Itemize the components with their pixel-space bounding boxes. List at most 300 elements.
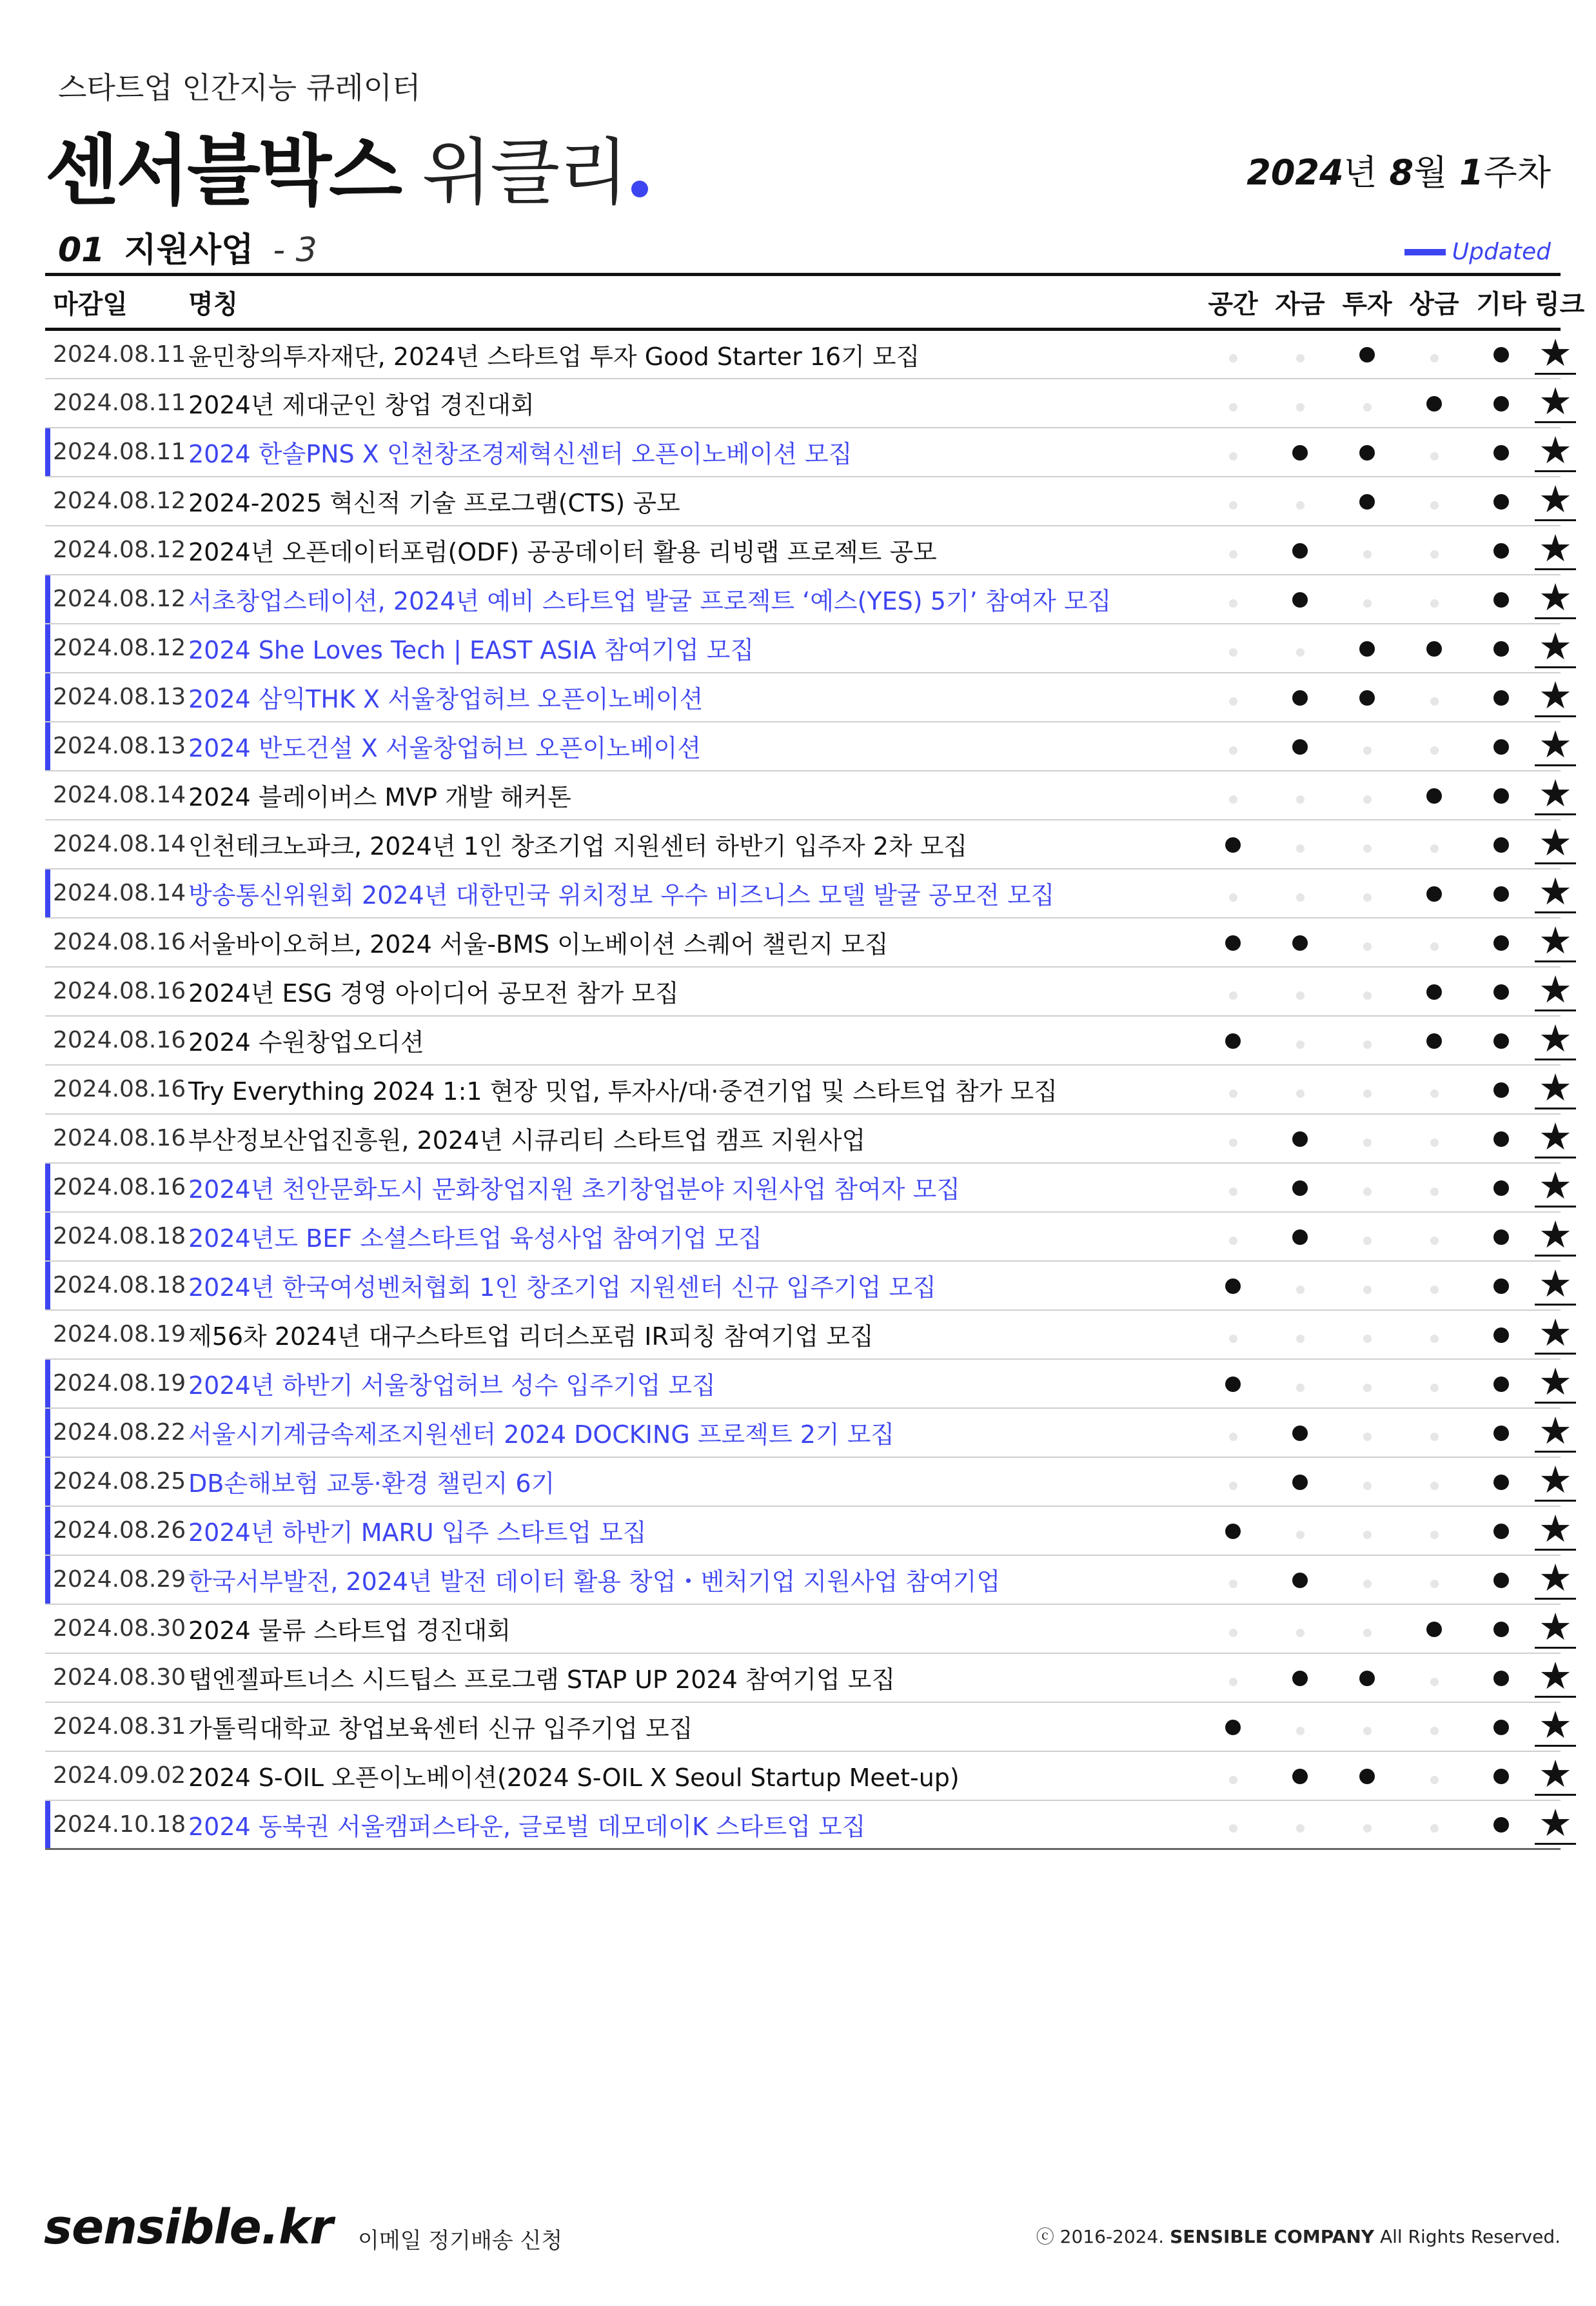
empty-dot-icon [1363, 1824, 1372, 1833]
table-row [45, 1408, 1561, 1457]
table-row [45, 1310, 1561, 1359]
row-flag-space [1199, 1604, 1266, 1653]
empty-dot-icon [1363, 1286, 1372, 1294]
star-link-icon[interactable]: ★ [1535, 1559, 1576, 1600]
filled-dot-icon [1359, 494, 1375, 510]
empty-dot-icon [1363, 991, 1372, 1000]
row-flag-funding [1266, 722, 1334, 771]
row-flag-funding [1266, 1751, 1334, 1800]
row-flag-space [1199, 820, 1266, 869]
row-flag-funding [1266, 1065, 1334, 1114]
row-flag-funding [1266, 918, 1334, 967]
filled-dot-icon [1359, 690, 1375, 706]
star-link-icon[interactable]: ★ [1535, 1657, 1576, 1698]
row-link[interactable] [1535, 1457, 1572, 1506]
newsletter-signup-link[interactable]: 이메일 정기배송 신청 [358, 2228, 563, 2254]
star-link-icon[interactable]: ★ [1535, 1069, 1576, 1109]
row-flag-prize [1401, 1506, 1468, 1555]
empty-dot-icon [1363, 550, 1372, 559]
empty-dot-icon [1430, 844, 1439, 853]
empty-dot-icon [1363, 1433, 1372, 1441]
row-flag-other [1468, 330, 1535, 379]
star-link-icon[interactable]: ★ [1535, 1510, 1576, 1551]
empty-dot-icon [1430, 1089, 1439, 1098]
row-flag-other [1468, 477, 1535, 526]
empty-dot-icon [1296, 1089, 1305, 1098]
filled-dot-icon [1225, 1377, 1241, 1392]
footer-logo[interactable]: sensible.kr [44, 2200, 333, 2255]
empty-dot-icon [1430, 1237, 1439, 1245]
empty-dot-icon [1430, 1727, 1439, 1735]
section-heading [58, 223, 317, 271]
empty-dot-icon [1229, 1237, 1237, 1245]
star-link-icon[interactable]: ★ [1535, 628, 1576, 668]
filled-dot-icon [1493, 788, 1509, 804]
star-link-icon[interactable]: ★ [1535, 971, 1576, 1011]
row-link[interactable] [1535, 673, 1572, 722]
empty-dot-icon [1430, 1384, 1439, 1392]
row-flag-prize [1401, 771, 1468, 820]
empty-dot-icon [1430, 550, 1439, 559]
row-flag-investment [1334, 1702, 1401, 1751]
row-link[interactable] [1535, 869, 1572, 918]
table-row [45, 1016, 1561, 1065]
empty-dot-icon [1296, 893, 1305, 902]
row-program-name: 2024년 오픈데이터포럼(ODF) 공공데이터 활용 리빙랩 프로젝트 공모 [188, 538, 937, 566]
empty-dot-icon [1229, 1482, 1237, 1490]
row-deadline: 2024.08.25 [45, 1457, 188, 1506]
row-flag-other [1468, 771, 1535, 820]
star-link-icon[interactable]: ★ [1535, 824, 1576, 864]
filled-dot-icon [1292, 690, 1308, 706]
row-flag-funding [1266, 869, 1334, 918]
star-link-icon[interactable]: ★ [1535, 1412, 1576, 1453]
row-link[interactable] [1535, 1800, 1572, 1849]
filled-dot-icon [1493, 543, 1509, 559]
row-flag-space [1199, 428, 1266, 477]
program-table [45, 273, 1585, 1850]
table-row [45, 1457, 1561, 1506]
row-flag-investment [1334, 1506, 1401, 1555]
star-link-icon[interactable]: ★ [1535, 1118, 1576, 1158]
row-flag-investment [1334, 1212, 1401, 1261]
row-link[interactable] [1535, 1408, 1572, 1457]
star-link-icon[interactable]: ★ [1535, 579, 1576, 619]
row-flag-prize [1401, 1800, 1468, 1849]
row-deadline: 2024.08.16 [53, 1125, 186, 1151]
filled-dot-icon [1225, 1524, 1241, 1539]
row-program-name: 2024년 하반기 MARU 입주 스타트업 모집 [188, 1518, 647, 1547]
star-link-icon[interactable]: ★ [1535, 1755, 1576, 1796]
empty-dot-icon [1430, 1335, 1439, 1343]
row-flag-investment [1334, 1408, 1401, 1457]
row-flag-funding [1266, 477, 1334, 526]
row-flag-investment [1334, 918, 1401, 967]
filled-dot-icon [1493, 886, 1509, 902]
star-link-icon[interactable]: ★ [1535, 383, 1576, 423]
row-deadline: 2024.08.16 [53, 1027, 186, 1053]
empty-dot-icon [1229, 1335, 1237, 1343]
empty-dot-icon [1430, 1188, 1439, 1196]
empty-dot-icon [1296, 403, 1305, 412]
filled-dot-icon [1359, 1671, 1375, 1686]
empty-dot-icon [1363, 1629, 1372, 1637]
filled-dot-icon [1426, 1033, 1442, 1049]
row-flag-prize [1401, 1702, 1468, 1751]
star-link-icon[interactable]: ★ [1535, 1265, 1576, 1306]
row-deadline: 2024.08.13 [45, 673, 188, 722]
row-flag-investment [1334, 1261, 1401, 1310]
row-flag-space [1199, 624, 1266, 673]
section-number: 01 [58, 231, 105, 270]
star-link-icon[interactable]: ★ [1535, 1167, 1576, 1208]
row-deadline: 2024.08.14 [53, 831, 186, 857]
filled-dot-icon [1493, 1426, 1509, 1441]
filled-dot-icon [1493, 1377, 1509, 1392]
row-program-name: 2024 수원창업오디션 [188, 1028, 424, 1057]
empty-dot-icon [1296, 1824, 1305, 1833]
row-flag-prize [1401, 967, 1468, 1016]
star-link-icon[interactable]: ★ [1535, 677, 1576, 717]
row-flag-investment [1334, 1604, 1401, 1653]
row-flag-investment [1334, 1016, 1401, 1065]
empty-dot-icon [1430, 501, 1439, 510]
filled-dot-icon [1426, 788, 1442, 804]
row-flag-prize [1401, 1310, 1468, 1359]
empty-dot-icon [1363, 1040, 1372, 1049]
table-row [45, 1506, 1561, 1555]
row-link[interactable] [1535, 1212, 1572, 1261]
footer-copyright [1036, 2223, 1561, 2249]
row-flag-funding [1266, 1310, 1334, 1359]
empty-dot-icon [1296, 1629, 1305, 1637]
row-flag-space [1199, 1653, 1266, 1702]
empty-dot-icon [1430, 1824, 1439, 1833]
empty-dot-icon [1229, 550, 1237, 559]
row-flag-investment [1334, 1359, 1401, 1408]
row-flag-prize [1401, 428, 1468, 477]
empty-dot-icon [1430, 1138, 1439, 1147]
row-flag-funding [1266, 1653, 1334, 1702]
empty-dot-icon [1229, 1678, 1237, 1686]
table-row [45, 477, 1561, 526]
star-link-icon[interactable]: ★ [1535, 1314, 1576, 1355]
row-deadline: 2024.08.26 [45, 1506, 188, 1555]
row-flag-prize [1401, 624, 1468, 673]
row-deadline: 2024.08.18 [45, 1261, 188, 1310]
row-flag-funding [1266, 673, 1334, 722]
filled-dot-icon [1225, 1720, 1241, 1735]
row-link[interactable] [1535, 1114, 1572, 1163]
empty-dot-icon [1430, 354, 1439, 363]
empty-dot-icon [1363, 1531, 1372, 1539]
row-flag-prize [1401, 869, 1468, 918]
row-program-name: 2024년 하반기 서울창업허브 성수 입주기업 모집 [188, 1371, 716, 1400]
row-flag-other [1468, 673, 1535, 722]
empty-dot-icon [1296, 1286, 1305, 1294]
row-flag-space [1199, 1163, 1266, 1212]
empty-dot-icon [1363, 1237, 1372, 1245]
empty-dot-icon [1229, 501, 1237, 510]
empty-dot-icon [1229, 354, 1237, 363]
row-link[interactable] [1535, 428, 1572, 477]
row-flag-investment [1334, 575, 1401, 624]
empty-dot-icon [1363, 942, 1372, 951]
row-program-name: 2024 블레이버스 MVP 개발 해커톤 [188, 783, 571, 811]
row-flag-funding [1266, 526, 1334, 575]
filled-dot-icon [1359, 1769, 1375, 1784]
empty-dot-icon [1296, 1384, 1305, 1392]
row-deadline: 2024.08.14 [53, 782, 186, 808]
row-flag-other [1468, 1114, 1535, 1163]
row-flag-other [1468, 1604, 1535, 1653]
brand-title [45, 110, 648, 219]
star-link-icon[interactable]: ★ [1535, 1461, 1576, 1502]
filled-dot-icon [1493, 690, 1509, 706]
row-flag-funding [1266, 967, 1334, 1016]
row-link[interactable] [1535, 1604, 1572, 1653]
table-row [45, 526, 1561, 575]
empty-dot-icon [1430, 697, 1439, 706]
filled-dot-icon [1493, 1131, 1509, 1147]
row-flag-prize [1401, 1016, 1468, 1065]
row-flag-other [1468, 722, 1535, 771]
table-row [45, 624, 1561, 673]
row-flag-investment [1334, 1800, 1401, 1849]
row-flag-prize [1401, 1408, 1468, 1457]
row-flag-investment [1334, 526, 1401, 575]
row-flag-space [1199, 1016, 1266, 1065]
row-flag-other [1468, 1163, 1535, 1212]
issue-year: 2024 [1246, 152, 1344, 193]
empty-dot-icon [1363, 893, 1372, 902]
table-row [45, 918, 1561, 967]
row-flag-space [1199, 1751, 1266, 1800]
empty-dot-icon [1363, 844, 1372, 853]
row-flag-funding [1266, 1604, 1334, 1653]
empty-dot-icon [1296, 1335, 1305, 1343]
filled-dot-icon [1292, 1475, 1308, 1490]
empty-dot-icon [1430, 942, 1439, 951]
row-deadline: 2024.08.16 [45, 1163, 188, 1212]
row-link[interactable] [1535, 526, 1572, 575]
star-link-icon[interactable]: ★ [1535, 530, 1576, 570]
empty-dot-icon [1229, 1580, 1237, 1588]
filled-dot-icon [1292, 445, 1308, 461]
row-flag-prize [1401, 918, 1468, 967]
filled-dot-icon [1225, 1033, 1241, 1049]
filled-dot-icon [1292, 1671, 1308, 1686]
row-flag-funding [1266, 1114, 1334, 1163]
row-flag-space [1199, 1800, 1266, 1849]
row-flag-space [1199, 1408, 1266, 1457]
row-deadline: 2024.08.12 [45, 624, 188, 673]
row-flag-funding [1266, 771, 1334, 820]
row-deadline: 2024.08.12 [53, 537, 186, 563]
row-flag-other [1468, 1457, 1535, 1506]
row-flag-prize [1401, 1114, 1468, 1163]
row-flag-space [1199, 1702, 1266, 1751]
star-link-icon[interactable]: ★ [1535, 1804, 1576, 1845]
row-flag-other [1468, 1751, 1535, 1800]
empty-dot-icon [1296, 354, 1305, 363]
row-flag-investment [1334, 722, 1401, 771]
row-flag-investment [1334, 1163, 1401, 1212]
empty-dot-icon [1363, 795, 1372, 804]
row-flag-investment [1334, 477, 1401, 526]
empty-dot-icon [1229, 991, 1237, 1000]
row-link[interactable] [1535, 820, 1572, 869]
row-flag-investment [1334, 1457, 1401, 1506]
table-row [45, 1163, 1561, 1212]
row-flag-other [1468, 1506, 1535, 1555]
updated-legend-label: Updated [1452, 239, 1551, 265]
empty-dot-icon [1229, 893, 1237, 902]
row-program-name: 2024 한솔PNS X 인천창조경제혁신센터 오픈이노베이션 모집 [188, 440, 852, 468]
row-flag-prize [1401, 379, 1468, 428]
row-link[interactable] [1535, 1751, 1572, 1800]
row-link[interactable] [1535, 1555, 1572, 1604]
row-link[interactable] [1535, 1506, 1572, 1555]
star-link-icon[interactable]: ★ [1535, 1216, 1576, 1257]
row-deadline: 2024.08.18 [45, 1212, 188, 1261]
row-flag-other [1468, 428, 1535, 477]
row-flag-investment [1334, 869, 1401, 918]
row-flag-funding [1266, 1212, 1334, 1261]
row-link[interactable] [1535, 1310, 1572, 1359]
empty-dot-icon [1430, 599, 1439, 608]
table-row [45, 1751, 1561, 1800]
row-flag-space [1199, 967, 1266, 1016]
row-flag-other [1468, 869, 1535, 918]
filled-dot-icon [1292, 935, 1308, 951]
issue-week-unit: 주차 [1483, 152, 1551, 193]
star-link-icon[interactable]: ★ [1535, 1706, 1576, 1747]
row-flag-space [1199, 869, 1266, 918]
star-link-icon[interactable]: ★ [1535, 775, 1576, 815]
header-link: 링크 [1535, 289, 1585, 319]
table-row [45, 673, 1561, 722]
row-flag-other [1468, 1261, 1535, 1310]
row-flag-prize [1401, 1163, 1468, 1212]
empty-dot-icon [1229, 1433, 1237, 1441]
row-flag-investment [1334, 1065, 1401, 1114]
filled-dot-icon [1493, 1082, 1509, 1098]
star-link-icon[interactable]: ★ [1535, 481, 1576, 521]
row-flag-prize [1401, 477, 1468, 526]
row-deadline: 2024.08.11 [53, 390, 186, 416]
row-flag-prize [1401, 1457, 1468, 1506]
row-flag-space [1199, 1555, 1266, 1604]
row-flag-space [1199, 673, 1266, 722]
empty-dot-icon [1430, 1286, 1439, 1294]
row-link[interactable] [1535, 1065, 1572, 1114]
header-deadline: 마감일 [53, 289, 128, 319]
row-flag-funding [1266, 1359, 1334, 1408]
filled-dot-icon [1426, 396, 1442, 412]
row-flag-funding [1266, 379, 1334, 428]
row-flag-funding [1266, 820, 1334, 869]
empty-dot-icon [1363, 1089, 1372, 1098]
row-link[interactable] [1535, 722, 1572, 771]
row-flag-prize [1401, 575, 1468, 624]
row-link[interactable] [1535, 918, 1572, 967]
row-link[interactable] [1535, 575, 1572, 624]
row-link[interactable] [1535, 1653, 1572, 1702]
table-row [45, 330, 1561, 379]
star-link-icon[interactable]: ★ [1535, 334, 1576, 375]
filled-dot-icon [1493, 1622, 1509, 1637]
table-row [45, 869, 1561, 918]
row-link[interactable] [1535, 1359, 1572, 1408]
copyright-company: SENSIBLE COMPANY [1170, 2226, 1375, 2247]
filled-dot-icon [1493, 396, 1509, 412]
empty-dot-icon [1363, 1335, 1372, 1343]
star-link-icon[interactable]: ★ [1535, 922, 1576, 962]
row-program-name: 2024 삼익THK X 서울창업허브 오픈이노베이션 [188, 685, 704, 713]
row-link[interactable] [1535, 967, 1572, 1016]
row-link[interactable] [1535, 1702, 1572, 1751]
empty-dot-icon [1363, 1727, 1372, 1735]
empty-dot-icon [1430, 1433, 1439, 1441]
empty-dot-icon [1296, 991, 1305, 1000]
row-link[interactable] [1535, 379, 1572, 428]
row-program-name: 제56차 2024년 대구스타트업 리더스포럼 IR피칭 참여기업 모집 [188, 1322, 874, 1351]
row-program-name: 한국서부발전, 2024년 발전 데이터 활용 창업・벤처기업 지원사업 참여기업 [188, 1567, 1001, 1596]
issue-week: 1 [1459, 152, 1484, 193]
star-link-icon[interactable]: ★ [1535, 1608, 1576, 1649]
row-flag-space [1199, 1310, 1266, 1359]
star-link-icon[interactable]: ★ [1535, 873, 1576, 913]
row-flag-other [1468, 1800, 1535, 1849]
row-flag-other [1468, 1016, 1535, 1065]
star-link-icon[interactable]: ★ [1535, 1363, 1576, 1404]
row-link[interactable] [1535, 771, 1572, 820]
row-flag-other [1468, 1359, 1535, 1408]
star-link-icon[interactable]: ★ [1535, 726, 1576, 766]
header-name: 명칭 [188, 289, 239, 319]
row-flag-other [1468, 526, 1535, 575]
row-program-name: 윤민창의투자재단, 2024년 스타트업 투자 Good Starter 16기 모집 [188, 342, 920, 371]
row-program-name: 부산정보산업진흥원, 2024년 시큐리티 스타트업 캠프 지원사업 [188, 1126, 866, 1155]
empty-dot-icon [1296, 648, 1305, 657]
star-link-icon[interactable]: ★ [1535, 432, 1576, 472]
row-link[interactable] [1535, 624, 1572, 673]
updated-legend [1404, 239, 1551, 265]
row-program-name: 2024년 제대군인 창업 경진대회 [188, 391, 535, 419]
row-deadline: 2024.08.12 [45, 575, 188, 624]
filled-dot-icon [1292, 1573, 1308, 1588]
row-link[interactable] [1535, 1163, 1572, 1212]
row-flag-space [1199, 379, 1266, 428]
filled-dot-icon [1493, 1475, 1509, 1490]
row-flag-other [1468, 918, 1535, 967]
filled-dot-icon [1426, 886, 1442, 902]
row-link[interactable] [1535, 1261, 1572, 1310]
row-flag-prize [1401, 1065, 1468, 1114]
star-link-icon[interactable]: ★ [1535, 1020, 1576, 1060]
row-link[interactable] [1535, 330, 1572, 379]
row-link[interactable] [1535, 477, 1572, 526]
copyright-suffix: All Rights Reserved. [1379, 2226, 1561, 2247]
row-link[interactable] [1535, 1016, 1572, 1065]
row-deadline: 2024.10.18 [45, 1800, 188, 1849]
filled-dot-icon [1292, 1229, 1308, 1245]
row-flag-investment [1334, 1555, 1401, 1604]
table-row [45, 820, 1561, 869]
table-row [45, 771, 1561, 820]
row-flag-funding [1266, 1555, 1334, 1604]
